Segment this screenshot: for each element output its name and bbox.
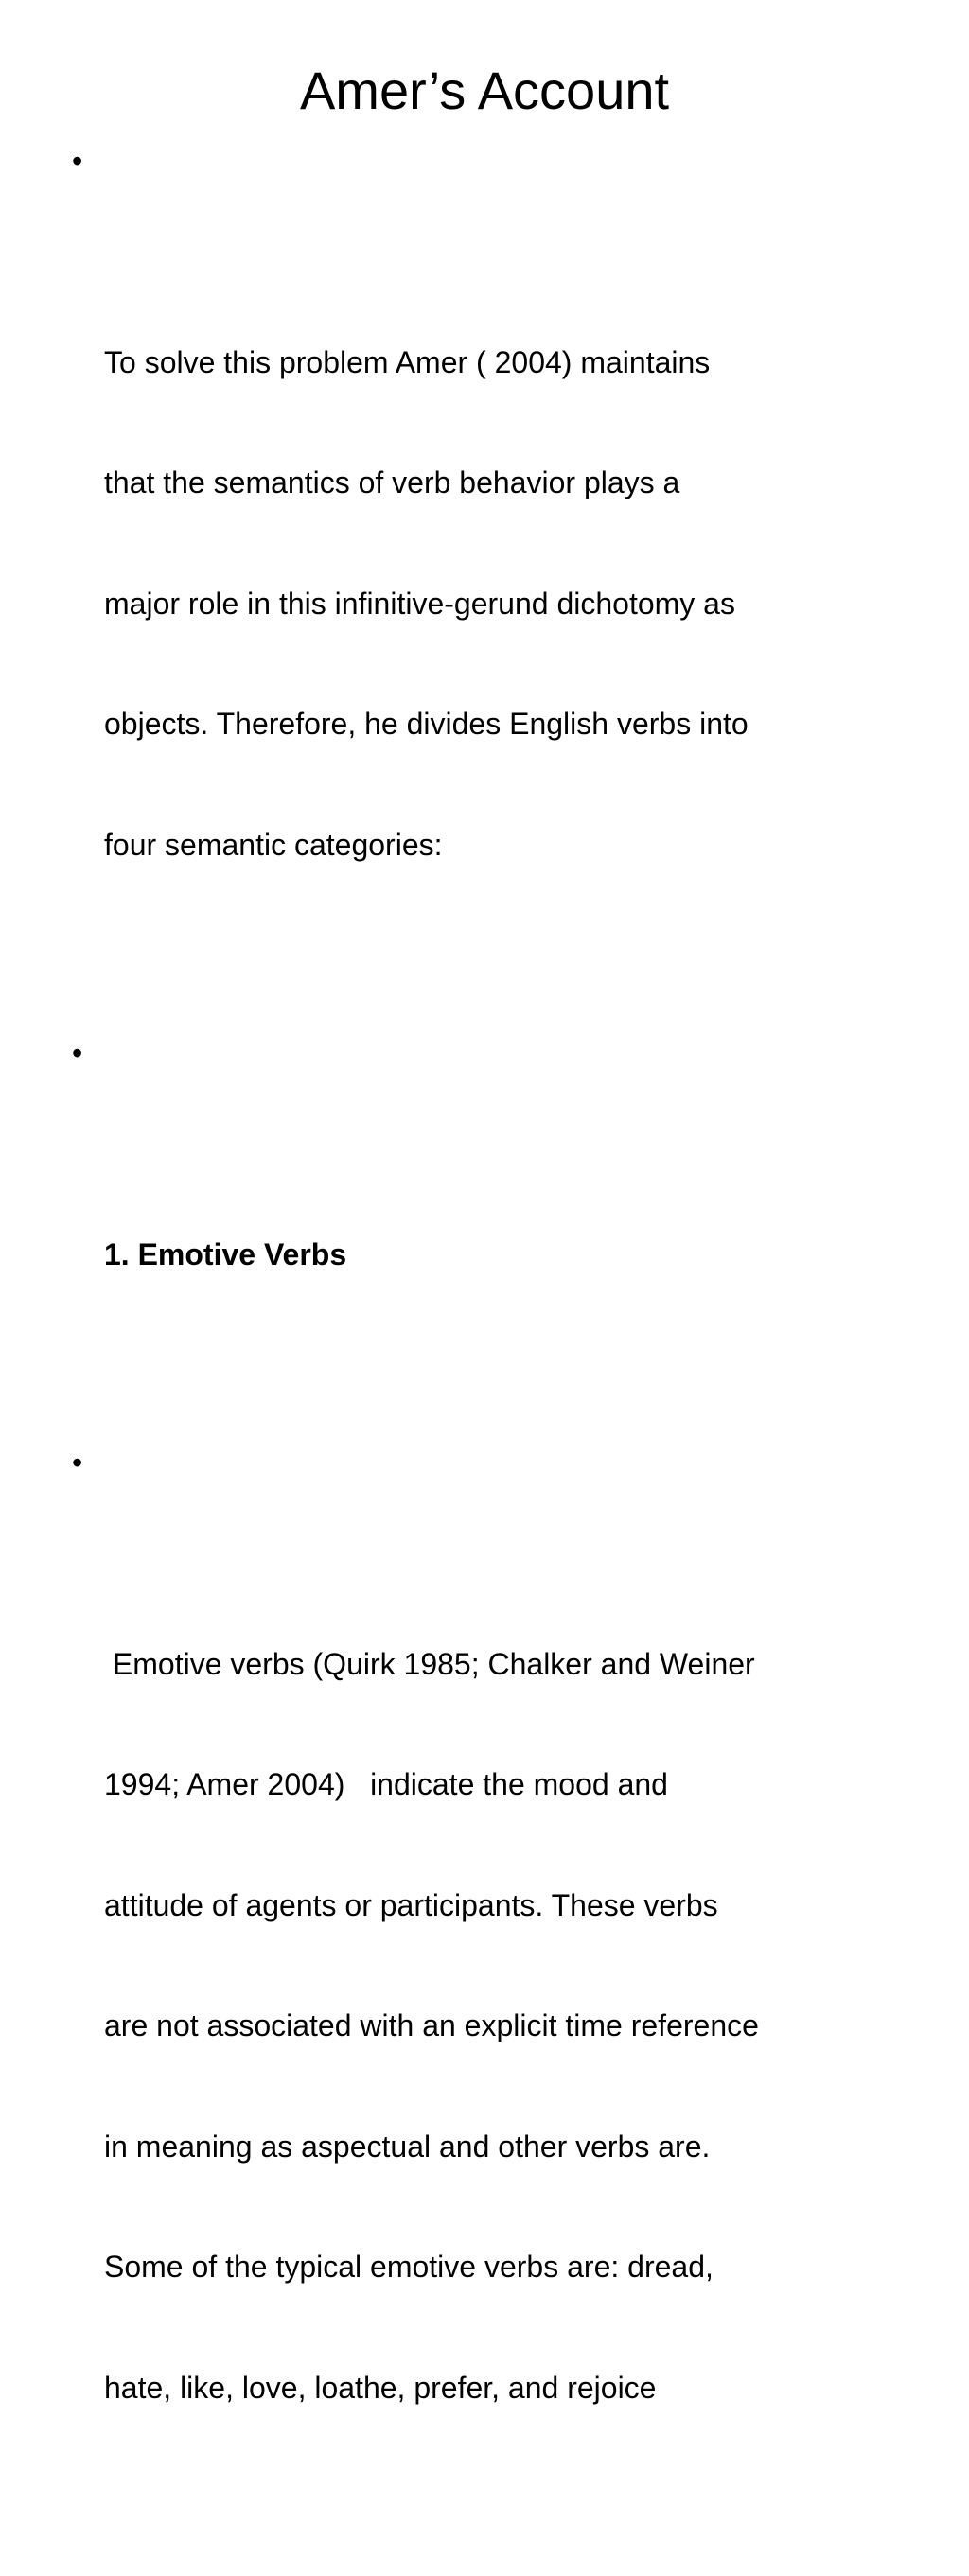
bullet-list <box>72 141 924 2576</box>
bullet-item-description <box>72 1443 924 2568</box>
text-line: 1994; Amer 2004) indicate the mood and <box>104 1767 668 1801</box>
bullet-item-heading <box>72 1033 924 1435</box>
bullet-text <box>104 262 924 946</box>
bullet-icon: • <box>72 1446 83 1480</box>
slide-title: Amer’s Account <box>299 61 670 120</box>
text-line: are not associated with an explicit time reference <box>104 2008 759 2042</box>
text-line: 1. Emotive Verbs <box>104 1236 347 1271</box>
bullet-item-intro <box>72 141 924 1025</box>
text-line: To solve this problem Amer ( 2004) maintains <box>104 344 711 379</box>
text-line: in meaning as aspectual and other verbs are. <box>104 2129 711 2164</box>
text-line: Emotive verbs (Quirk 1985; Chalker and Weiner <box>104 1646 755 1681</box>
text-line: four semantic categories: <box>104 827 443 862</box>
text-line: Some of the typical emotive verbs are: dread, <box>104 2250 714 2284</box>
text-line: objects. Therefore, he divides English verbs into <box>104 707 749 741</box>
text-line: attitude of agents or participants. These verbs <box>104 1887 718 1922</box>
text-line: hate, like, love, loathe, prefer, and rejoice <box>104 2370 657 2405</box>
text-line: that the semantics of verb behavior plays a <box>104 465 680 499</box>
text-line: major role in this infinitive-gerund dichotomy as <box>104 586 735 621</box>
bullet-icon: • <box>72 144 83 178</box>
bullet-heading <box>104 1154 924 1356</box>
bullet-icon: • <box>72 1036 83 1070</box>
bullet-text <box>104 1564 924 2489</box>
